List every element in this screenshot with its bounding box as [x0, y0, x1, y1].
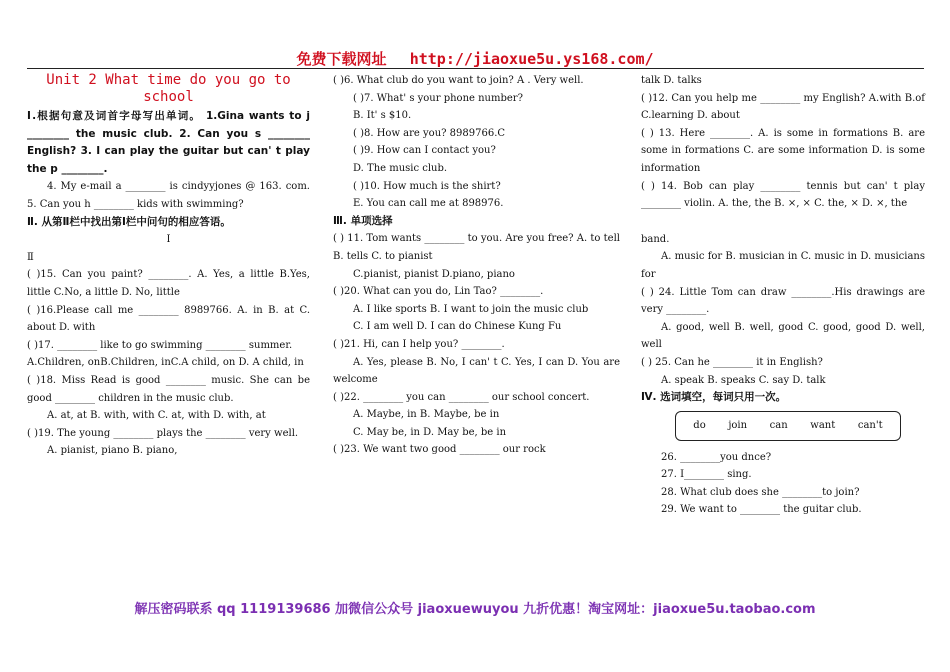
column-middle-content — [333, 72, 620, 459]
word-bank-item: can — [769, 419, 788, 431]
col1-line: Ⅱ. 从第Ⅱ栏中找出第Ⅰ栏中问句的相应答语。 — [27, 215, 231, 228]
col1-line: ( )18. Miss Read is good ________ music. She can be good ________ children in the music club. — [27, 374, 310, 404]
column-middle — [333, 72, 620, 459]
col1-line: A. pianist, piano B. piano, — [47, 445, 178, 457]
column-left-content — [27, 108, 310, 460]
col1-line: Ⅰ — [166, 234, 171, 246]
col3-line: talk D. talks — [641, 75, 702, 86]
col3b-line: 28. What club does she ________to join? — [661, 486, 860, 498]
word-bank-item: want — [810, 419, 836, 431]
col3-line: Ⅳ. 选词填空，每词只用一次。 — [641, 391, 787, 404]
col2-line: E. You can call me at 898976. — [353, 198, 504, 210]
col1-line: ( )17. ________ like to go swimming ________ summer. — [27, 339, 293, 351]
column-right-content — [641, 72, 925, 407]
col2-line: ( )10. How much is the shirt? — [353, 180, 501, 192]
column-left — [27, 72, 310, 460]
word-bank-item: can't — [857, 419, 883, 431]
col3-line: ( )12. Can you help me ________ my English? A.with B.of C.learning D. about — [641, 92, 925, 122]
col3-line: ( ) 24. Little Tom can draw ________.His drawings are very ________. — [641, 286, 925, 316]
col1-line: ( )16.Please call me ________ 8989766. A. in B. at C. about D. with — [27, 304, 310, 334]
word-bank-box — [675, 411, 901, 441]
col1-line: Ⅰ.根据句意及词首字母写出单词。 1.Gina wants to j ________ the music club. 2. Can you s ________ English? 3. I can play the guitar but can' t play the p ________. — [27, 110, 310, 175]
fill-in-questions — [641, 449, 925, 519]
col2-line: ( )7. What' s your phone number? — [353, 92, 523, 104]
col2-line: C.pianist, pianist D.piano, piano — [353, 268, 515, 280]
col3-line: A. speak B. speaks C. say D. talk — [661, 374, 826, 386]
col2-line: ( )6. What club do you want to join? A . Very well. — [333, 75, 584, 86]
worksheet-title: Unit 2 What time do you go to school — [46, 72, 291, 105]
col3-line — [641, 213, 925, 231]
col2-line: A. Maybe, in B. Maybe, be in — [353, 409, 500, 421]
col3-line: ( ) 25. Can he ________ it in English? — [641, 356, 823, 368]
column-right — [641, 72, 925, 519]
col1-line: ( )15. Can you paint? ________. A. Yes, a little B.Yes, little C.No, a little D. No, little — [27, 269, 310, 298]
col3b-line: 29. We want to ________ the guitar club. — [661, 504, 862, 516]
col3-line: A. good, well B. well, good C. good, good D. well, well — [641, 321, 925, 351]
col2-line: ( )9. How can I contact you? — [353, 145, 496, 157]
col2-line: ( ) 11. Tom wants ________ to you. Are you free? A. to tell B. tells C. to pianist — [333, 233, 620, 262]
col3-line: ( ) 14. Bob can play ________ tennis but can' t play ________ violin. A. the, the B. ×, × C. the, × D. ×, the — [641, 180, 925, 210]
col2-line: Ⅲ. 单项选择 — [333, 214, 393, 227]
col1-line: A. at, at B. with, with C. at, with D. with, at — [47, 410, 266, 422]
col1-line: 4. My e-mail a ________ is cindyyjones @ 163. com. 5. Can you h ________ kids with swimming? — [27, 181, 310, 210]
header-divider — [27, 68, 924, 69]
col3-line: ( ) 13. Here ________. A. is some in formations B. are some in formations C. are some information D. is some information — [641, 127, 925, 174]
col1-line: A.Children, onB.Children, inC.A child, on D. A child, in — [27, 357, 304, 369]
col2-line: C. I am well D. I can do Chinese Kung Fu — [353, 321, 562, 333]
col2-line: D. The music club. — [353, 162, 448, 174]
col2-line: C. May be, in D. May be, be in — [353, 426, 507, 438]
header-site-label: 免费下载网址 — [296, 50, 387, 68]
col2-line: ( )23. We want two good ________ our rock — [333, 444, 546, 456]
col2-line: ( )21. Hi, can I help you? ________. — [333, 338, 505, 350]
col2-line: B. It' s $10. — [353, 110, 412, 122]
col1-line: Ⅱ — [27, 251, 34, 263]
col2-line: A. I like sports B. I want to join the music club — [353, 303, 589, 315]
page-footer: 解压密码联系 qq 1119139686 加微信公众号 jiaoxuewuyou 九折优惠！淘宝网址：jiaoxue5u.taobao.com — [134, 602, 816, 617]
word-bank-item: do — [693, 419, 706, 431]
col3b-line: 27. I________ sing. — [661, 469, 752, 481]
word-bank-item: join — [728, 419, 748, 431]
col2-line: ( )8. How are you? 8989766.C — [353, 127, 506, 139]
col2-line: ( )20. What can you do, Lin Tao? ________. — [333, 286, 544, 298]
col1-line: ( )19. The young ________ plays the ________ very well. — [27, 427, 299, 439]
col2-line: A. Yes, please B. No, I can' t C. Yes, I can D. You are welcome — [333, 356, 620, 386]
col3b-line: 26. ________you dnce? — [661, 451, 772, 463]
col3-line: band. — [641, 233, 670, 245]
col2-line: ( )22. ________ you can ________ our school concert. — [333, 391, 590, 403]
header-url-link[interactable]: http://jiaoxue5u.ys168.com/ — [409, 50, 654, 68]
col3-line: A. music for B. musician in C. music in D. musicians for — [641, 251, 925, 280]
page-header — [0, 48, 950, 69]
